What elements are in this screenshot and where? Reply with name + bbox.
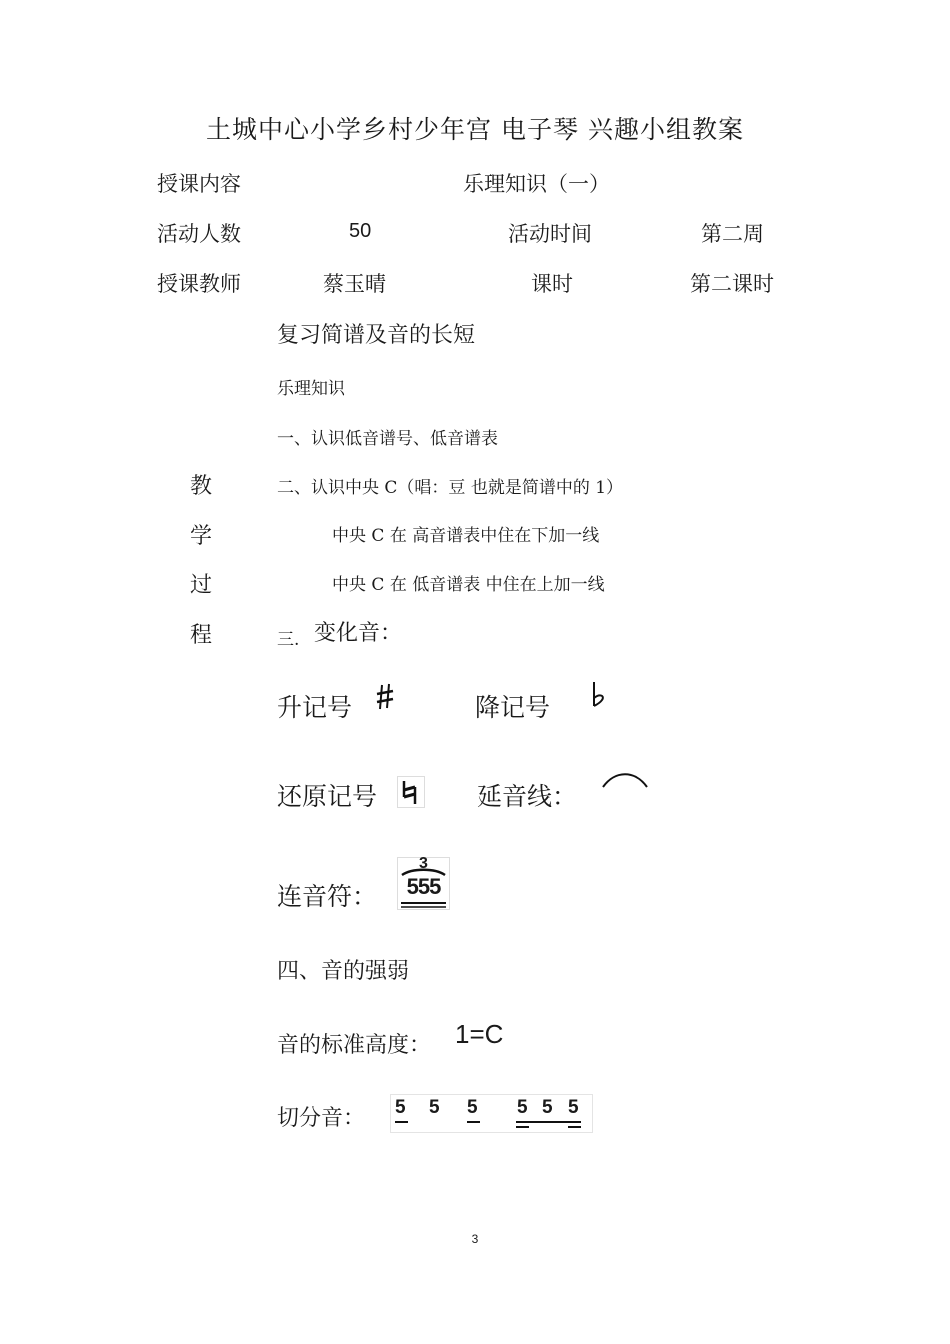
page-number: 3 — [471, 1232, 479, 1246]
flat-icon — [590, 680, 608, 710]
item-3-title: 变化音： — [314, 621, 403, 646]
process-char-1: 教 — [190, 474, 213, 499]
sync-note-4: 5 — [517, 1097, 528, 1118]
teacher-value: 蔡玉晴 — [323, 272, 386, 296]
count-label: 活动人数 — [157, 222, 241, 246]
sharp-icon — [374, 682, 396, 712]
item-2b: 中央 C 在 低音谱表 中住在上加一线 — [332, 575, 605, 595]
syncopation-notation — [390, 1094, 593, 1133]
natural-icon — [397, 776, 425, 808]
sync-note-5: 5 — [542, 1097, 553, 1118]
item-2: 二、认识中央 C（唱：豆 也就是简谱中的 1） — [277, 478, 624, 498]
pitch-label: 音的标准高度： — [277, 1033, 432, 1058]
process-char-2: 学 — [190, 524, 213, 549]
count-value: 50 — [349, 220, 372, 242]
content-value: 乐理知识（一） — [463, 172, 610, 196]
tie-label: 延音线： — [477, 782, 578, 811]
process-char-4: 程 — [190, 623, 213, 648]
syncopation-underlines-icon — [391, 1095, 592, 1132]
theory-line: 乐理知识 — [277, 379, 345, 399]
document-title: 土城中心小学乡村少年宫 电子琴 兴趣小组教案 — [206, 115, 744, 144]
teacher-label: 授课教师 — [157, 272, 241, 296]
triplet-notes: 555 — [406, 874, 441, 899]
sync-note-3: 5 — [467, 1097, 478, 1118]
sync-note-6: 5 — [568, 1097, 579, 1118]
sharp-label: 升记号 — [277, 693, 353, 722]
natural-label: 还原记号 — [277, 782, 378, 811]
triplet-label: 连音符： — [277, 882, 378, 911]
period-label: 课时 — [531, 272, 573, 296]
period-value: 第二课时 — [690, 272, 774, 296]
flat-label: 降记号 — [475, 693, 551, 722]
triplet-number: 3 — [419, 855, 428, 872]
sync-note-1: 5 — [395, 1097, 406, 1118]
syncopation-label: 切分音： — [277, 1106, 366, 1131]
triplet-symbol — [397, 857, 450, 910]
content-label: 授课内容 — [157, 172, 241, 196]
item-1: 一、认识低音谱号、低音谱表 — [277, 429, 498, 449]
time-value: 第二周 — [701, 222, 764, 246]
pitch-value: 1=C — [455, 1019, 504, 1049]
time-label: 活动时间 — [508, 222, 592, 246]
sync-note-2: 5 — [429, 1097, 440, 1118]
item-3-number: 三. — [277, 630, 300, 650]
tie-icon — [600, 768, 650, 790]
item-2a: 中央 C 在 高音谱表中住在下加一线 — [332, 526, 600, 546]
process-char-3: 过 — [190, 573, 213, 598]
review-line: 复习简谱及音的长短 — [277, 323, 476, 348]
item-4: 四、音的强弱 — [277, 959, 410, 984]
